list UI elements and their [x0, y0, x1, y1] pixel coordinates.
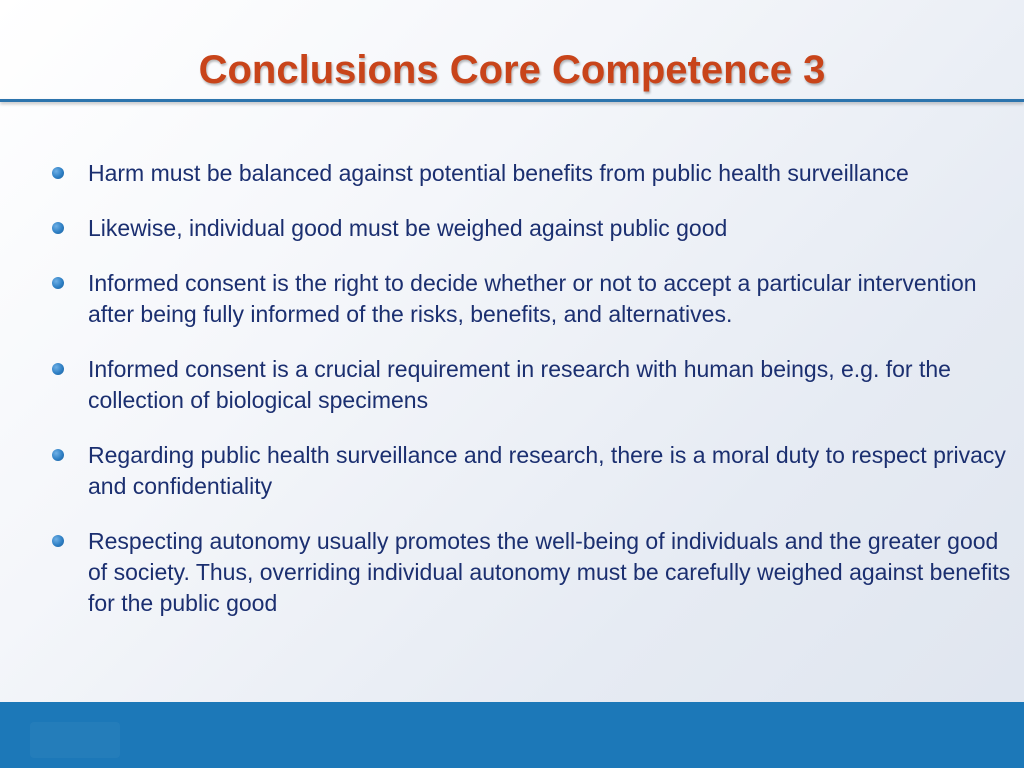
bullet-dot-icon	[52, 222, 64, 234]
bullet-dot-icon	[52, 277, 64, 289]
bullet-text: Regarding public health surveillance and research, there is a moral duty to respect privacy and confidentiality	[88, 442, 1006, 499]
bullet-item	[52, 268, 1022, 330]
bullet-dot-icon	[52, 167, 64, 179]
bullet-text: Informed consent is the right to decide whether or not to accept a particular intervention after being fully informed of the risks, benefits, and alternatives.	[88, 270, 977, 327]
bullet-item	[52, 213, 1022, 244]
footer-watermark	[30, 722, 120, 758]
bullet-text: Informed consent is a crucial requirement in research with human beings, e.g. for the collection of biological specimens	[88, 356, 951, 413]
slide-title: Conclusions Core Competence 3	[198, 48, 826, 92]
bullet-item	[52, 354, 1022, 416]
bullet-dot-icon	[52, 363, 64, 375]
bullet-dot-icon	[52, 535, 64, 547]
bullet-text: Harm must be balanced against potential benefits from public health surveillance	[88, 160, 909, 186]
title-divider	[0, 99, 1024, 102]
bullet-dot-icon	[52, 449, 64, 461]
bullet-text: Likewise, individual good must be weighed against public good	[88, 215, 728, 241]
bullet-list	[52, 158, 1022, 643]
bullet-text: Respecting autonomy usually promotes the well-being of individuals and the greater good of society. Thus, overriding individual autonomy must be carefully weighed against benefits for the public good	[88, 528, 1011, 616]
bullet-item	[52, 440, 1022, 502]
footer-band	[0, 702, 1024, 768]
bullet-item	[52, 526, 1022, 619]
bullet-item	[52, 158, 1022, 189]
